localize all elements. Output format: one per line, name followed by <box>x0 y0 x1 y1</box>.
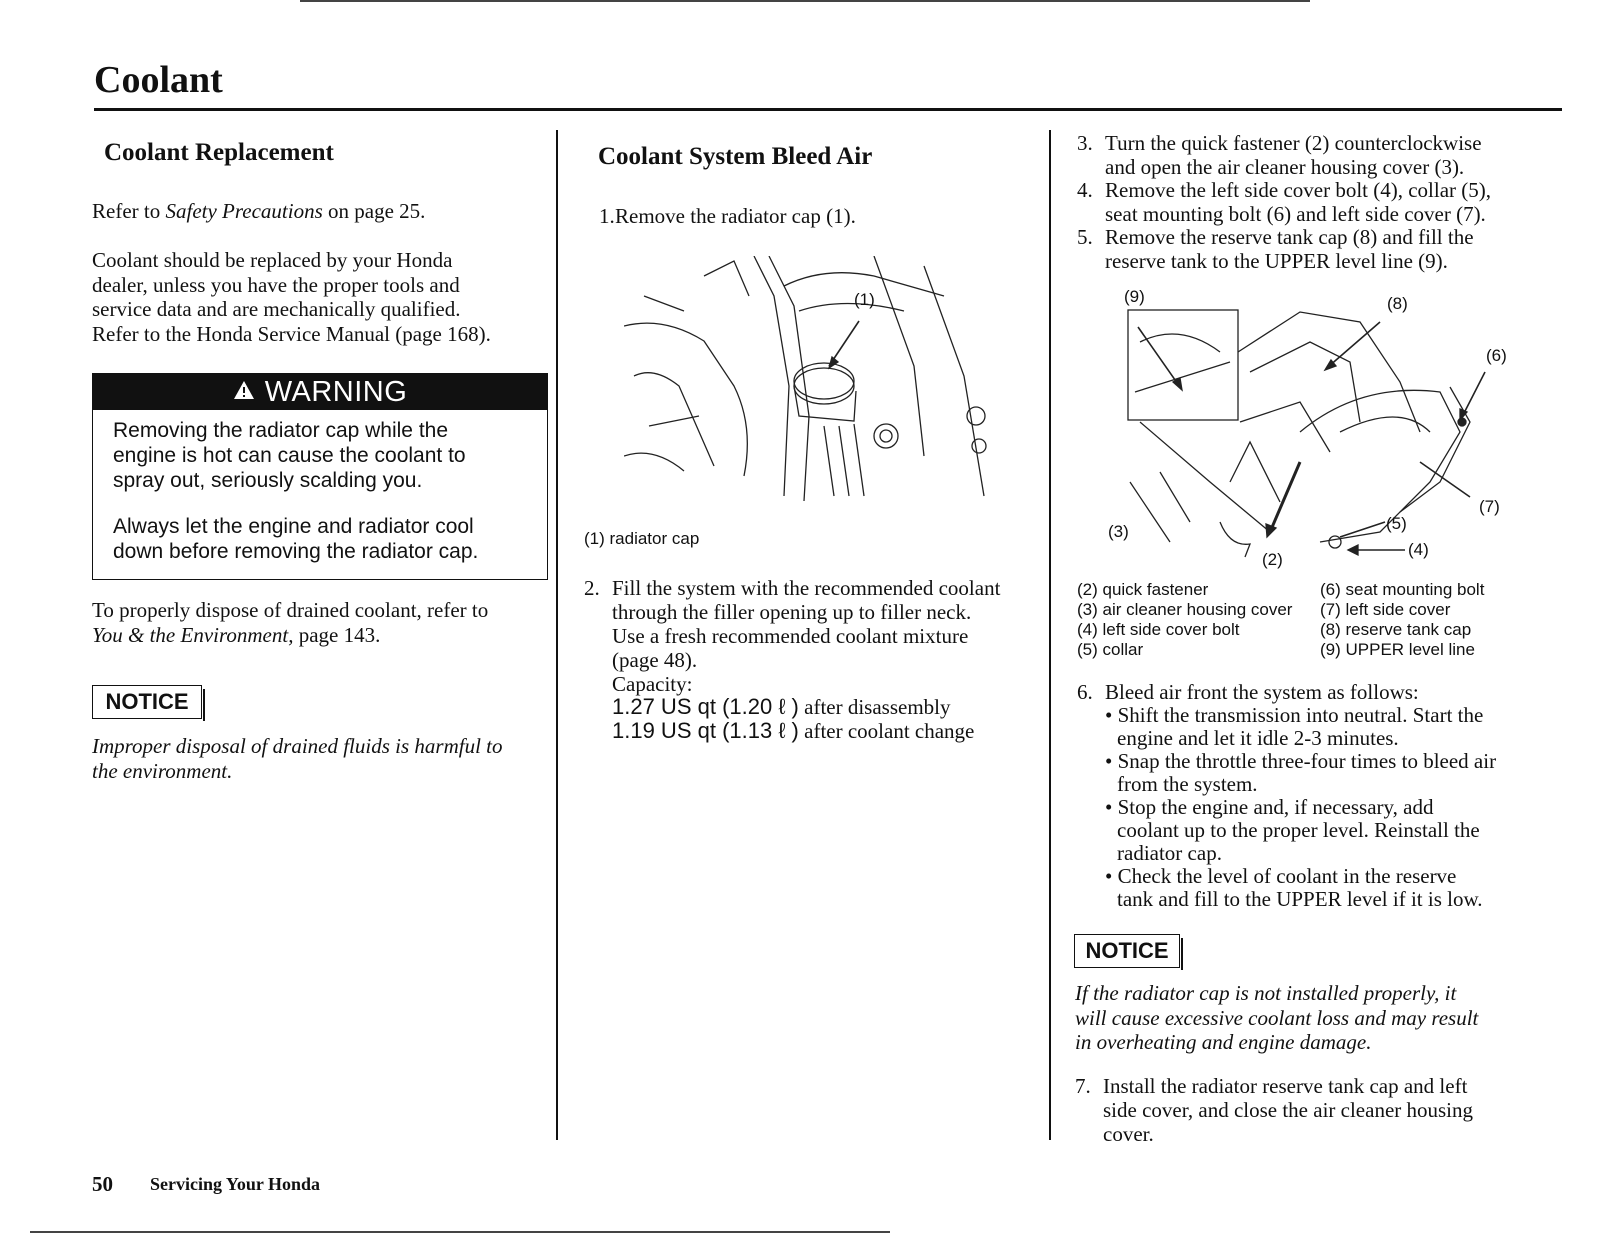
legend-6: (6) seat mounting bolt <box>1320 580 1485 599</box>
bottom-scan-line <box>30 1231 890 1233</box>
bullet-neutral: • Shift the transmission into neutral. Start the engine and let it idle 2-3 minutes. <box>1105 703 1484 750</box>
radiator-callout-1: (1) <box>854 290 875 309</box>
coolant-replacement-heading: Coolant Replacement <box>104 139 334 166</box>
column-divider-1 <box>556 130 558 1140</box>
callout-5: (5) <box>1386 514 1407 533</box>
capacity-disassembly: 1.27 US qt (1.20 ℓ ) after disassembly <box>612 694 951 719</box>
bleed-air-heading: Coolant System Bleed Air <box>598 143 873 170</box>
step-6: 6. Bleed air front the system as follows: <box>1077 680 1419 704</box>
step-5: 5. Remove the reserve tank cap (8) and fill the reserve tank to the UPPER level line (9). <box>1077 225 1474 273</box>
step-1-text: Remove the radiator cap (1). <box>615 204 856 228</box>
bullet-throttle: • Snap the throttle three-four times to bleed air from the system. <box>1105 749 1497 796</box>
radiator-cap-illustration <box>624 256 1014 506</box>
replacement-paragraph: Coolant should be replaced by your Honda dealer, unless you have the proper tools and service data and are mechanically qualified. Refer to the Honda Service Manual (page 168). <box>92 248 491 346</box>
notice-text-left: Improper disposal of drained fluids is harmful to the environment. <box>92 734 503 783</box>
step-2-number: 2. <box>584 576 600 600</box>
legend-3: (3) air cleaner housing cover <box>1077 600 1293 619</box>
page-title: Coolant <box>94 59 223 101</box>
callout-4: (4) <box>1408 540 1429 559</box>
capacity-coolant-change: 1.19 US qt (1.13 ℓ ) after coolant change <box>612 718 975 743</box>
column-divider-2 <box>1049 130 1051 1140</box>
section-name: Servicing Your Honda <box>150 1174 321 1194</box>
warning-triangle-icon <box>233 380 255 405</box>
title-rule <box>94 108 1562 111</box>
callout-3: (3) <box>1108 522 1129 541</box>
legend-7: (7) left side cover <box>1320 600 1451 619</box>
bullet-check-level: • Check the level of coolant in the reserve tank and fill to the UPPER level if it is low. <box>1105 864 1483 911</box>
step-1-number: 1. <box>599 204 615 228</box>
environment-reference: You & the Environment, <box>92 622 294 647</box>
warning-box <box>92 373 548 580</box>
radiator-figure-caption: (1) radiator cap <box>584 529 700 548</box>
step-1 <box>599 204 1039 228</box>
notice-text-right: If the radiator cap is not installed properly, it will cause excessive coolant loss and may result in overheating and engine damage. <box>1075 981 1479 1054</box>
callout-8: (8) <box>1387 294 1408 313</box>
legend-4: (4) left side cover bolt <box>1077 620 1240 639</box>
side-cover-illustration <box>1100 282 1540 572</box>
warning-header <box>93 374 547 410</box>
warning-title: WARNING <box>264 375 408 408</box>
callout-9: (9) <box>1124 287 1145 306</box>
bullet-stop-engine: • Stop the engine and, if necessary, add coolant up to the proper level. Reinstall the radiator cap. <box>1105 795 1480 865</box>
step-7: 7. Install the radiator reserve tank cap and left side cover, and close the air cleaner housing cover. <box>1075 1074 1474 1146</box>
legend-8: (8) reserve tank cap <box>1320 620 1472 639</box>
page-number: 50 <box>92 1172 113 1196</box>
legend-9: (9) UPPER level line <box>1320 640 1475 659</box>
disposal-paragraph: To properly dispose of drained coolant, refer to You & the Environment, page 143. <box>92 598 489 647</box>
callout-7: (7) <box>1479 497 1500 516</box>
legend-5: (5) collar <box>1077 640 1144 659</box>
notice-badge-left: NOTICE <box>92 685 202 719</box>
safety-precautions-link: Safety Precautions <box>165 199 323 223</box>
legend-2: (2) quick fastener <box>1077 580 1209 599</box>
warning-text-2: Always let the engine and radiator cool down before removing the radiator cap. <box>113 515 479 563</box>
callout-2: (2) <box>1262 550 1283 569</box>
step-3: 3. Turn the quick fastener (2) counterclockwise and open the air cleaner housing cover (3). <box>1077 131 1482 179</box>
callout-6: (6) <box>1486 346 1507 365</box>
step-2: 2. Fill the system with the recommended coolant through the filler opening up to filler neck. Use a fresh recommended coolant mixture (page 48). Capacity: <box>584 576 1001 696</box>
notice-badge-right: NOTICE <box>1074 934 1180 968</box>
warning-text-1: Removing the radiator cap while the engine is hot can cause the coolant to spray out, seriously scalding you. <box>113 419 466 492</box>
step-4: 4. Remove the left side cover bolt (4), collar (5), seat mounting bolt (6) and left side cover (7). <box>1077 178 1492 226</box>
safety-reference: Refer to Safety Precautions on page 25. <box>92 199 426 223</box>
top-scan-line <box>300 0 1310 2</box>
